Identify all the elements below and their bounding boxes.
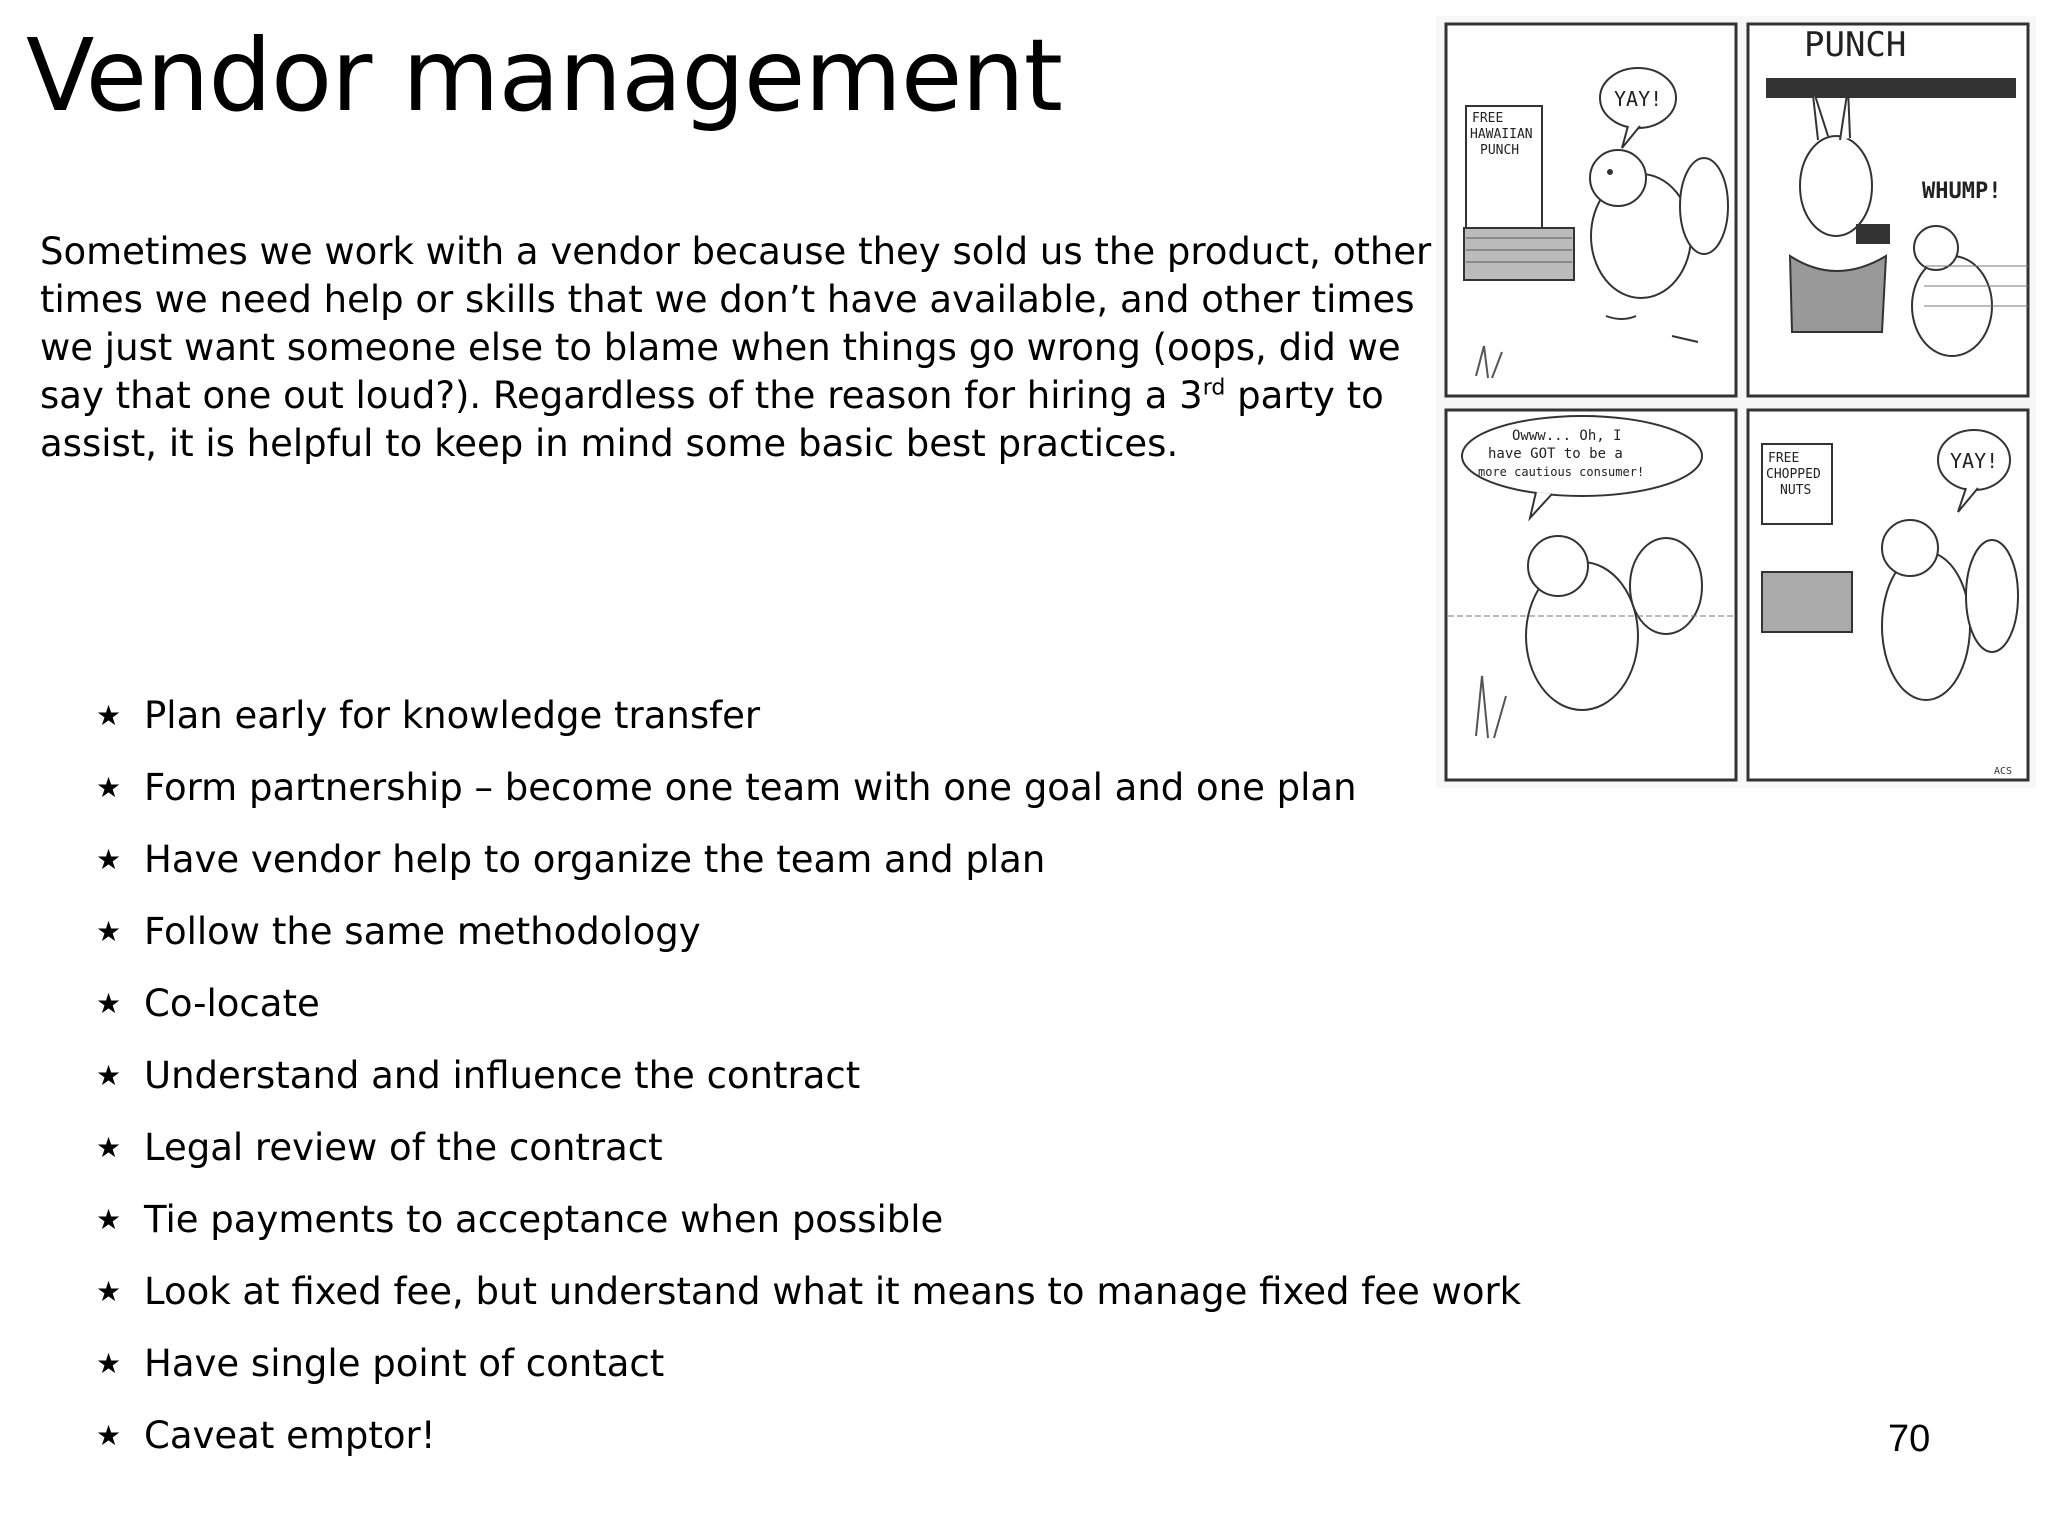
bullet-item: [96, 1048, 1521, 1120]
bullet-item: [96, 1408, 1521, 1480]
best-practices-list: [96, 688, 1521, 1480]
intro-text-part1: Sometimes we work with a vendor because they sold us the product, other times we need help or skills that we don’t have available, and other times we just want someone else to blame when things go wrong (oops, did we say that one out loud?). Regardless of the reason for hiring a 3: [40, 230, 1432, 417]
comic-panel-2: [1748, 24, 2028, 396]
bullet-text: Understand and influence the contract: [144, 1054, 861, 1097]
star-bullet-icon: ★: [96, 1347, 122, 1380]
bullet-text: Legal review of the contract: [144, 1126, 663, 1169]
bullet-item: [96, 1336, 1521, 1408]
star-bullet-icon: ★: [96, 1059, 122, 1092]
bullet-item: [96, 976, 1521, 1048]
comic-panel-3: [1446, 410, 1736, 780]
star-bullet-icon: ★: [96, 843, 122, 876]
bullet-item: [96, 904, 1521, 976]
booth-sign-line: PUNCH: [1480, 143, 1520, 158]
speech-bubble-text: YAY!: [1614, 87, 1663, 111]
speech-bubble-text: more cautious consumer!: [1478, 465, 1645, 479]
bullet-text: Look at fixed fee, but understand what it means to manage fixed fee work: [144, 1270, 1522, 1313]
sound-effect-text: WHUMP!: [1922, 179, 2002, 204]
intro-text-part2: party to assist, it is helpful to keep in mind some basic best practices.: [40, 374, 1384, 465]
bullet-text: Follow the same methodology: [144, 910, 701, 953]
star-bullet-icon: ★: [96, 915, 122, 948]
bullet-item: [96, 1192, 1521, 1264]
speech-bubble-text: YAY!: [1950, 449, 1999, 473]
booth-roof: [1766, 78, 2016, 98]
star-bullet-icon: ★: [96, 987, 122, 1020]
bullet-text: Have vendor help to organize the team and plan: [144, 838, 1046, 881]
bullet-item: [96, 1120, 1521, 1192]
star-bullet-icon: ★: [96, 1275, 122, 1308]
star-bullet-icon: ★: [96, 1419, 122, 1452]
page-number: 70: [1888, 1418, 1931, 1460]
bullet-item: [96, 1264, 1521, 1336]
intro-paragraph: [40, 228, 1450, 468]
star-bullet-icon: ★: [96, 1131, 122, 1164]
star-bullet-icon: ★: [96, 771, 122, 804]
booth-counter: [1464, 228, 1574, 280]
bullet-item: [96, 760, 1521, 832]
booth-sign-line: FREE: [1768, 451, 1800, 466]
bullet-text: Caveat emptor!: [144, 1414, 436, 1457]
star-bullet-icon: ★: [96, 1203, 122, 1236]
intro-ordinal-suffix: rd: [1202, 375, 1226, 401]
booth-banner-text: PUNCH: [1804, 25, 1907, 65]
booth-sign-line: NUTS: [1780, 483, 1812, 498]
bullet-text: Co-locate: [144, 982, 320, 1025]
bullet-text: Tie payments to acceptance when possible: [144, 1198, 944, 1241]
artist-signature: ACS: [1994, 766, 2013, 777]
bullet-text: Plan early for knowledge transfer: [144, 694, 761, 737]
booth-sign-line: CHOPPED: [1766, 467, 1821, 482]
comic-strip: [1436, 16, 2036, 788]
bullet-text: Have single point of contact: [144, 1342, 665, 1385]
star-bullet-icon: ★: [96, 699, 122, 732]
comic-panel-4: [1748, 410, 2028, 780]
booth-sign-line: FREE: [1472, 111, 1504, 126]
bullet-text: Form partnership – become one team with one goal and one plan: [144, 766, 1357, 809]
speech-bubble-text: have GOT to be a: [1488, 446, 1623, 462]
booth-counter: [1762, 572, 1852, 632]
speech-bubble-text: Owww... Oh, I: [1512, 428, 1622, 444]
slide-title: Vendor management: [26, 17, 1062, 134]
comic-panel-1: [1446, 24, 1736, 396]
bullet-item: [96, 688, 1521, 760]
booth-sign-line: HAWAIIAN: [1470, 127, 1533, 142]
bullet-item: [96, 832, 1521, 904]
